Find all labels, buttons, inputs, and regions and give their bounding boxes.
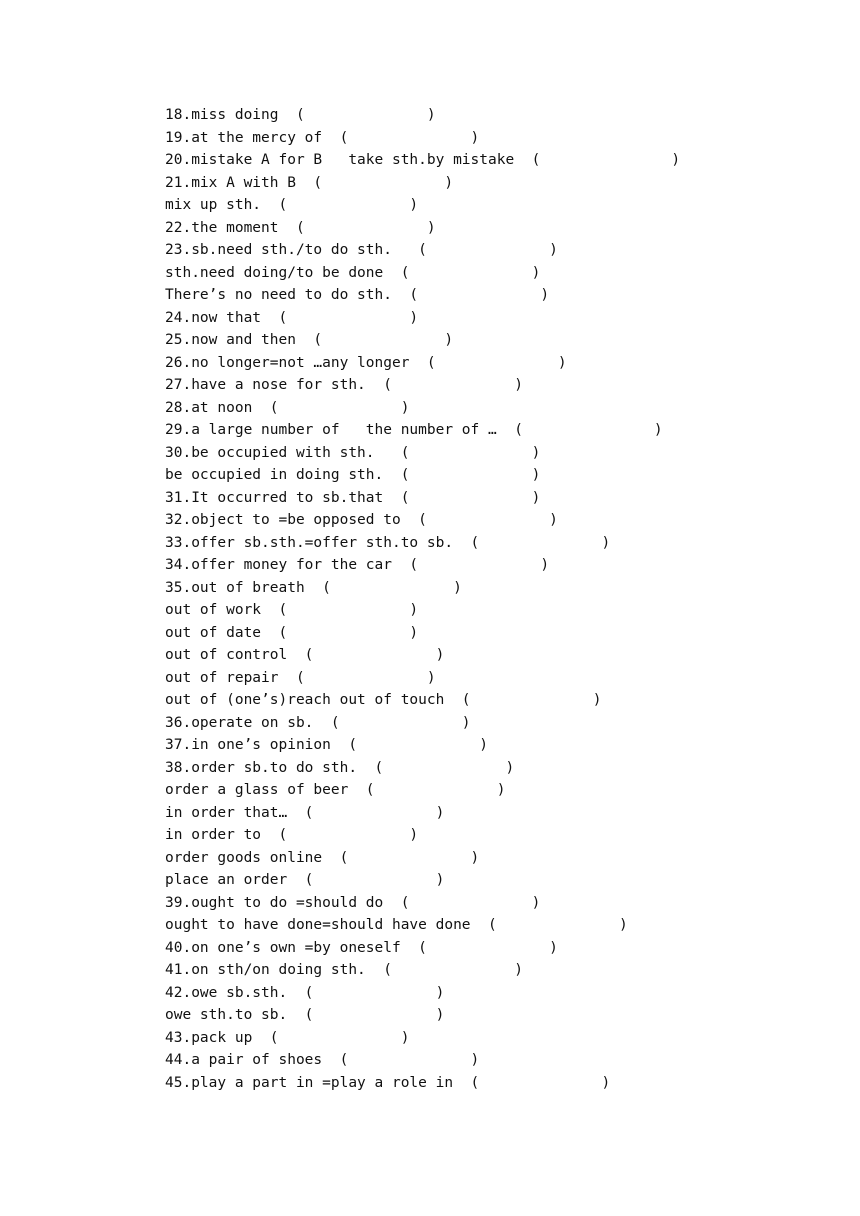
text-line: 30.be occupied with sth. ( ) [165, 444, 541, 461]
text-line: order goods online ( ) [165, 849, 480, 866]
text-line: 41.on sth/on doing sth. ( ) [165, 962, 523, 978]
text-line: 29.a large number of the number of … ( ) [165, 422, 663, 438]
text-line: 31.It occurred to sb.that ( ) [165, 489, 541, 506]
text-line: owe sth.to sb. ( ) [165, 1007, 445, 1023]
text-line: 32.object to =be opposed to ( ) [165, 512, 558, 528]
text-line: in order to ( ) [165, 827, 419, 843]
text-line: 33.offer sb.sth.=offer sth.to sb. ( ) [165, 534, 611, 551]
text-line: in order that… ( ) [165, 804, 445, 821]
text-line: 40.on one’s own =by oneself ( ) [165, 939, 558, 956]
text-line: out of work ( ) [165, 602, 419, 618]
text-line: 44.a pair of shoes ( ) [165, 1052, 480, 1068]
text-line: There’s no need to do sth. ( ) [165, 287, 550, 303]
text-line: ought to have done=should have done ( ) [165, 917, 628, 933]
text-line: 37.in one’s opinion ( ) [165, 737, 489, 753]
text-line: place an order ( ) [165, 872, 445, 888]
text-line: mix up sth. ( ) [165, 197, 419, 213]
text-line: 21.mix A with B ( ) [165, 174, 454, 191]
text-line: sth.need doing/to be done ( ) [165, 264, 541, 281]
text-line: 25.now and then ( ) [165, 332, 454, 348]
text-line: out of (one’s)reach out of touch ( ) [165, 692, 602, 708]
text-line: be occupied in doing sth. ( ) [165, 467, 541, 483]
text-line: order a glass of beer ( ) [165, 782, 506, 798]
text-line: 18.miss doing ( ) [165, 107, 436, 123]
text-line: out of repair ( ) [165, 669, 436, 686]
text-line: out of control ( ) [165, 647, 445, 663]
document-body [165, 104, 825, 1094]
text-line: 19.at the mercy of ( ) [165, 129, 480, 146]
text-line: 42.owe sb.sth. ( ) [165, 984, 445, 1001]
text-line: 36.operate on sb. ( ) [165, 714, 471, 731]
text-line: 27.have a nose for sth. ( ) [165, 377, 523, 393]
text-line: 24.now that ( ) [165, 309, 419, 326]
text-line: 20.mistake A for B take sth.by mistake ( ) [165, 152, 681, 168]
text-line: 45.play a part in =play a role in ( ) [165, 1074, 611, 1091]
text-line: out of date ( ) [165, 624, 419, 641]
text-line: 35.out of breath ( ) [165, 579, 462, 596]
text-line: 38.order sb.to do sth. ( ) [165, 759, 515, 776]
text-line: 22.the moment ( ) [165, 219, 436, 236]
text-line: 26.no longer=not …any longer ( ) [165, 354, 567, 371]
text-line: 43.pack up ( ) [165, 1029, 410, 1046]
text-line: 39.ought to do =should do ( ) [165, 894, 541, 911]
text-line: 34.offer money for the car ( ) [165, 557, 550, 573]
text-line: 28.at noon ( ) [165, 399, 410, 416]
text-line: 23.sb.need sth./to do sth. ( ) [165, 242, 558, 258]
